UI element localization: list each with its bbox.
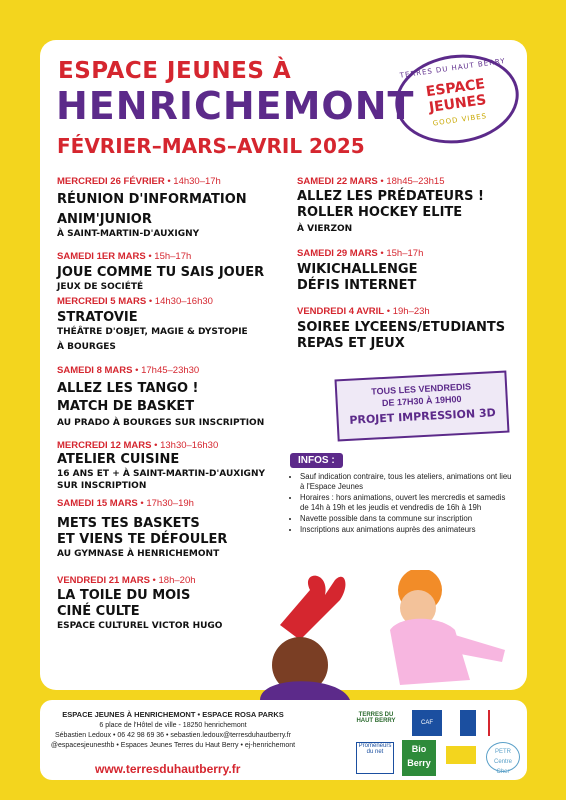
event-time: • 14h30–16h30: [146, 296, 213, 307]
event-sub: À VIERZON: [297, 224, 353, 234]
stamp-bottom: GOOD VIBES: [432, 112, 488, 128]
event-sub: THÉÂTRE D'OBJET, MAGIE & DYSTOPIE: [57, 327, 248, 337]
infos-box: [290, 450, 516, 536]
event-time: • 15h–17h: [377, 248, 424, 259]
info-jeunes-logo: [460, 710, 476, 736]
website-link[interactable]: www.terresduhautberry.fr: [95, 762, 241, 776]
promeneurs-logo: Promeneurs du net: [356, 742, 394, 774]
event-0: [57, 176, 247, 240]
infos-item: • Horaires : hors animations, ouvert les mercredis et samedis de 14h à 19h et les jeudis et vendredis de 16h à 19h: [300, 493, 516, 513]
event-title: MATCH DE BASKET: [57, 399, 195, 414]
event-sub: À SAINT-MARTIN-D'AUXIGNY: [57, 229, 200, 239]
event-6: [57, 575, 222, 632]
event-3: [57, 365, 264, 429]
event-4: [57, 440, 265, 492]
footer-line4: @espacesjeunesthb • Espaces Jeunes Terres du Haut Berry • ej-henrichemont: [50, 742, 296, 749]
footer-line1: ESPACE JEUNES À HENRICHEMONT • ESPACE ROSA PARKS: [62, 710, 284, 719]
event-date: VENDREDI 21 MARS: [57, 575, 150, 586]
event-sub: AU PRADO À BOURGES SUR INSCRIPTION: [57, 418, 265, 428]
event-sub: À BOURGES: [57, 342, 116, 352]
characters-illustration: [240, 570, 530, 700]
event-sub: ESPACE CULTUREL VICTOR HUGO: [57, 621, 223, 631]
event-7: [297, 176, 484, 235]
partner-logo: [446, 746, 476, 764]
event-9: [297, 306, 505, 352]
promo-line3: PROJET IMPRESSION 3D: [349, 406, 497, 427]
event-title: ET VIENS TE DÉFOULER: [57, 532, 228, 547]
event-title: ALLEZ LES TANGO !: [57, 381, 199, 396]
event-date: SAMEDI 8 MARS: [57, 365, 133, 376]
event-date: SAMEDI 22 MARS: [297, 176, 378, 187]
event-time: • 17h30–19h: [137, 498, 194, 509]
event-date: MERCREDI 5 MARS: [57, 296, 147, 307]
promo-line1: TOUS LES VENDREDIS: [370, 381, 472, 397]
event-5: [57, 498, 227, 560]
footer-line2: 6 place de l'Hôtel de ville - 18250 henrichemont: [99, 722, 247, 729]
event-date: MERCREDI 12 MARS: [57, 440, 152, 451]
stamp-main: ESPACE JEUNES: [424, 76, 488, 116]
header-dates: FÉVRIER–MARS–AVRIL 2025: [57, 134, 365, 158]
header-title: HENRICHEMONT: [56, 84, 415, 128]
event-date: SAMEDI 1ER MARS: [57, 251, 146, 262]
event-time: • 15h–17h: [145, 251, 192, 262]
event-title: SOIREE LYCEENS/ETUDIANTS: [297, 320, 506, 335]
event-title: ATELIER CUISINE: [57, 452, 180, 467]
stamp-top: TERRES DU HAUT BERRY: [399, 56, 507, 80]
infos-item: • Inscriptions aux animations auprès des animateurs: [300, 525, 516, 535]
event-time: • 18h–20h: [149, 575, 196, 586]
event-date: SAMEDI 15 MARS: [57, 498, 138, 509]
header-line1: ESPACE JEUNES À: [58, 58, 292, 84]
infos-heading: INFOS :: [290, 453, 343, 468]
terres-du-haut-berry-logo: TERRES DU HAUT BERRY: [356, 712, 396, 724]
event-2: [57, 296, 248, 353]
event-title: RÉUNION D'INFORMATION: [57, 192, 247, 207]
event-title: METS TES BASKETS: [57, 516, 200, 531]
promo-line2: DE 17H30 À 19H00: [381, 393, 462, 409]
event-date: SAMEDI 29 MARS: [297, 248, 378, 259]
event-title: LA TOILE DU MOIS: [57, 588, 191, 603]
event-sub: 16 ANS ET + À SAINT-MARTIN-D'AUXIGNY: [57, 469, 265, 479]
event-title: WIKICHALLENGE: [297, 262, 418, 277]
bio-berry-logo: Bio Berry: [402, 740, 436, 776]
caf-logo: CAF: [412, 710, 442, 736]
event-title: STRATOVIE: [57, 310, 138, 325]
event-title: ALLEZ LES PRÉDATEURS !: [297, 189, 484, 204]
petr-logo: PETR Centre Cher: [486, 742, 520, 772]
footer-contact: [48, 710, 298, 751]
event-title: ANIM'JUNIOR: [57, 212, 152, 227]
event-sub: SUR INSCRIPTION: [57, 481, 147, 491]
event-time: • 14h30–17h: [164, 176, 221, 187]
event-title: CINÉ CULTE: [57, 604, 140, 619]
event-time: • 18h45–23h15: [377, 176, 445, 187]
event-1: [57, 251, 264, 293]
event-sub: AU GYMNASE À HENRICHEMONT: [57, 549, 220, 559]
event-title: REPAS ET JEUX: [297, 336, 405, 351]
ministere-logo: [488, 710, 520, 736]
event-time: • 13h30–16h30: [151, 440, 219, 451]
footer-line3: Sébastien Ledoux • 06 42 98 69 36 • sebastien.ledoux@terresduhautberry.fr: [54, 732, 292, 739]
event-time: • 17h45–23h30: [132, 365, 200, 376]
infos-item: • Navette possible dans ta commune sur inscription: [300, 514, 516, 524]
event-date: VENDREDI 4 AVRIL: [297, 306, 385, 317]
event-8: [297, 248, 423, 294]
infos-item: • Sauf indication contraire, tous les ateliers, animations ont lieu à l'Espace Jeunes: [300, 472, 516, 492]
event-title: ROLLER HOCKEY ELITE: [297, 205, 463, 220]
impression-3d-promo: [334, 371, 509, 442]
event-sub: JEUX DE SOCIÉTÉ: [57, 282, 144, 292]
event-title: JOUE COMME TU SAIS JOUER: [57, 265, 265, 280]
event-time: • 19h–23h: [384, 306, 430, 317]
event-title: DÉFIS INTERNET: [297, 278, 417, 293]
event-date: MERCREDI 26 FÉVRIER: [57, 176, 165, 187]
